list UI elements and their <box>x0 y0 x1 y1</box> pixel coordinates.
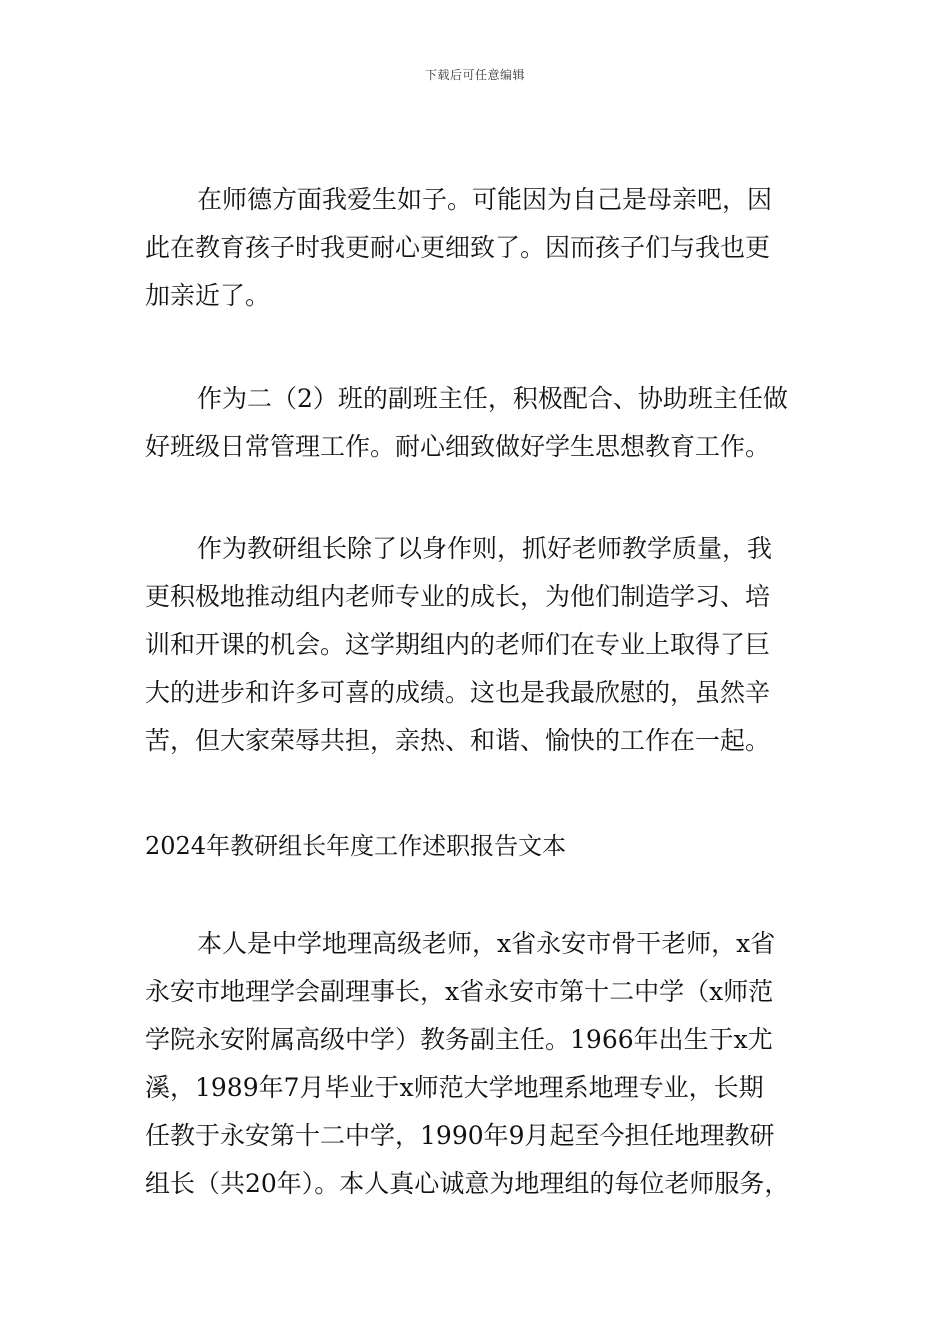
paragraph-line: 训和开课的机会。这学期组内的老师们在专业上取得了巨 <box>145 630 771 659</box>
paragraph-line: 作为教研组长除了以身作则，抓好老师教学质量，我 <box>197 534 773 563</box>
paragraph-line: 永安市地理学会副理事长，x省永安市第十二中学（x师范 <box>145 977 774 1006</box>
paragraph-line: 组长（共20年）。本人真心诚意为地理组的每位老师服务， <box>145 1169 790 1198</box>
paragraph-line: 大的进步和许多可喜的成绩。这也是我最欣慰的，虽然辛 <box>145 678 771 707</box>
paragraph-research-group-leader <box>145 525 815 765</box>
paragraph-line: 加亲近了。 <box>145 281 271 310</box>
paragraph-line: 作为二（2）班的副班主任，积极配合、协助班主任做 <box>197 384 788 413</box>
paragraph-line: 在师德方面我爱生如子。可能因为自己是母亲吧，因 <box>197 185 773 214</box>
paragraph-line: 本人是中学地理高级老师，x省永安市骨干老师，x省 <box>197 929 776 958</box>
paragraph-line: 此在教育孩子时我更耐心更细致了。因而孩子们与我也更 <box>145 233 771 262</box>
paragraph-line: 更积极地推动组内老师专业的成长，为他们制造学习、培 <box>145 582 771 611</box>
section-title: 2024年教研组长年度工作述职报告文本 <box>145 832 567 860</box>
paragraph-line: 学院永安附属高级中学）教务副主任。1966年出生于x尤 <box>145 1025 773 1054</box>
paragraph-teacher-ethics <box>145 176 815 320</box>
header-note: 下载后可任意编辑 <box>424 68 525 82</box>
paragraph-line: 苦，但大家荣辱共担，亲热、和谐、愉快的工作在一起。 <box>145 726 771 755</box>
paragraph-personal-introduction <box>145 920 815 1208</box>
paragraph-deputy-class-head <box>145 375 815 471</box>
paragraph-line: 溪，1989年7月毕业于x师范大学地理系地理专业，长期 <box>145 1073 764 1102</box>
paragraph-line: 好班级日常管理工作。耐心细致做好学生思想教育工作。 <box>145 432 771 461</box>
paragraph-line: 任教于永安第十二中学，1990年9月起至今担任地理教研 <box>145 1121 775 1150</box>
